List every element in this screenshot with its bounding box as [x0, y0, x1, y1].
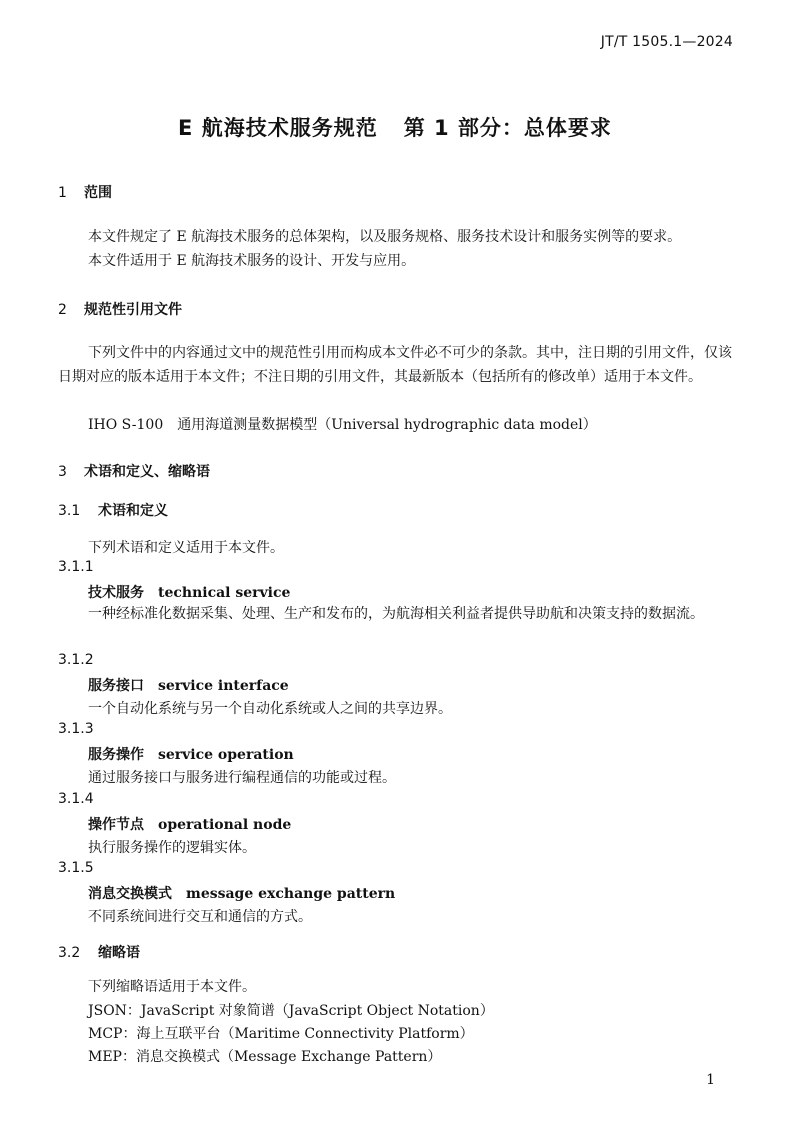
title-main: E 航海技术服务规范: [178, 116, 378, 140]
section-2-paragraph: 下列文件中的内容通过文中的规范性引用而构成本文件必不可少的条款。其中，注日期的引用文件，仅该日期对应的版本适用于本文件；不注日期的引用文件，其最新版本（包括所有的修改单）适用于本文件。: [58, 345, 732, 385]
abbreviation-item: JSON：JavaScript 对象简谱（JavaScript Object Notation）: [88, 1003, 494, 1019]
section-1-paragraph-2: 本文件适用于 E 航海技术服务的设计、开发与应用。: [88, 253, 416, 269]
abbreviation-item: MCP：海上互联平台（Maritime Connectivity Platform）: [88, 1026, 474, 1042]
term-name: 技术服务 technical service: [88, 585, 291, 601]
document-number: JT/T 1505.1—2024: [600, 34, 733, 50]
section-1-paragraph-1: 本文件规定了 E 航海技术服务的总体架构，以及服务规格、服务技术设计和服务实例等的要求。: [88, 229, 682, 245]
term-number: 3.1.1: [58, 559, 94, 575]
term-definition: 不同系统间进行交互和通信的方式。: [88, 909, 312, 925]
normative-reference: IHO S-100 通用海道测量数据模型（Universal hydrographic data model）: [88, 417, 597, 433]
page-number: 1: [706, 1072, 715, 1088]
document-title: [0, 112, 790, 142]
section-3-1-intro: 下列术语和定义适用于本文件。: [88, 540, 284, 556]
term-definition: 执行服务操作的逻辑实体。: [88, 840, 256, 856]
term-number: 3.1.3: [58, 721, 94, 737]
section-1-heading: 1 范围: [58, 185, 112, 201]
term-definition: 一种经标准化数据采集、处理、生产和发布的，为航海相关利益者提供导助航和决策支持的数据流。: [88, 606, 704, 622]
term-number: 3.1.5: [58, 860, 94, 876]
term-number: 3.1.2: [58, 652, 94, 668]
term-name: 消息交换模式 message exchange pattern: [88, 886, 396, 902]
section-3-2-heading: 3.2 缩略语: [58, 945, 140, 961]
term-definition: 一个自动化系统与另一个自动化系统或人之间的共享边界。: [88, 701, 452, 717]
term-name: 服务接口 service interface: [88, 678, 289, 694]
term-name: 服务操作 service operation: [88, 747, 294, 763]
term-number: 3.1.4: [58, 791, 94, 807]
term-definition: 通过服务接口与服务进行编程通信的功能或过程。: [88, 770, 396, 786]
term-name: 操作节点 operational node: [88, 817, 292, 833]
section-3-1-heading: 3.1 术语和定义: [58, 503, 168, 519]
abbreviation-item: MEP：消息交换模式（Message Exchange Pattern）: [88, 1049, 442, 1065]
title-part: 第 1 部分：总体要求: [403, 116, 612, 140]
section-3-2-intro: 下列缩略语适用于本文件。: [88, 979, 256, 995]
section-3-heading: 3 术语和定义、缩略语: [58, 464, 210, 480]
section-2-heading: 2 规范性引用文件: [58, 302, 182, 318]
